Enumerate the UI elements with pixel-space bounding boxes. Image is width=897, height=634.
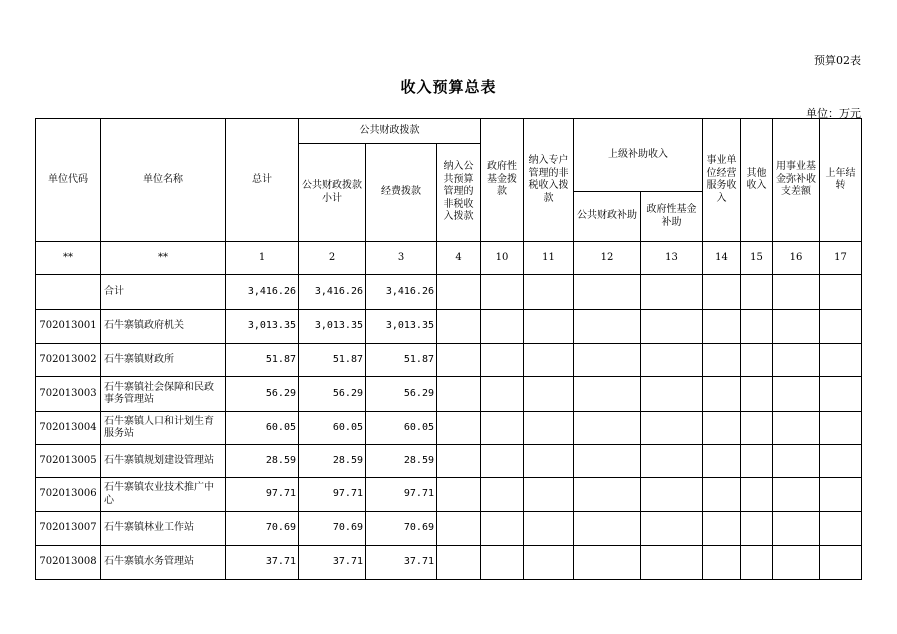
cell-empty — [773, 512, 820, 546]
cell-empty — [524, 275, 574, 310]
cell-subtotal: 70.69 — [299, 512, 366, 546]
cell-funds: 3,013.35 — [366, 310, 437, 344]
cell-empty — [437, 445, 481, 478]
header-superior-subsidy: 上级补助收入 — [574, 119, 703, 192]
index-row — [36, 242, 862, 275]
cell-total: 70.69 — [226, 512, 299, 546]
index-cell: ** — [101, 242, 226, 275]
header-business-service: 事业单位经营服务收入 — [703, 119, 741, 242]
cell-empty — [703, 512, 741, 546]
cell-empty — [524, 512, 574, 546]
cell-code: 702013002 — [36, 344, 101, 377]
header-carryover: 上年结转 — [820, 119, 862, 242]
cell-empty — [641, 275, 703, 310]
cell-empty — [820, 512, 862, 546]
cell-empty — [437, 412, 481, 445]
header-pf-subtotal: 公共财政拨款小计 — [299, 144, 366, 242]
form-number: 预算02表 — [814, 54, 861, 67]
cell-empty — [524, 344, 574, 377]
cell-total: 60.05 — [226, 412, 299, 445]
cell-empty — [524, 546, 574, 580]
cell-subtotal: 97.71 — [299, 478, 366, 512]
cell-empty — [741, 478, 773, 512]
cell-subtotal: 28.59 — [299, 445, 366, 478]
index-cell: 12 — [574, 242, 641, 275]
header-sub-govfund: 政府性基金补助 — [641, 192, 703, 242]
cell-subtotal: 3,013.35 — [299, 310, 366, 344]
cell-empty — [641, 478, 703, 512]
header-sub-public: 公共财政补助 — [574, 192, 641, 242]
cell-empty — [437, 344, 481, 377]
cell-empty — [481, 344, 524, 377]
cell-name: 石牛寨镇社会保障和民政事务管理站 — [101, 377, 226, 412]
cell-name: 合计 — [101, 275, 226, 310]
cell-empty — [703, 412, 741, 445]
cell-subtotal: 3,416.26 — [299, 275, 366, 310]
index-cell: 2 — [299, 242, 366, 275]
cell-empty — [641, 310, 703, 344]
cell-empty — [481, 275, 524, 310]
cell-empty — [524, 478, 574, 512]
cell-empty — [820, 344, 862, 377]
cell-empty — [574, 310, 641, 344]
cell-empty — [641, 344, 703, 377]
cell-name: 石牛寨镇政府机关 — [101, 310, 226, 344]
table-row — [36, 412, 862, 445]
cell-empty — [524, 445, 574, 478]
cell-empty — [773, 546, 820, 580]
header-code: 单位代码 — [36, 119, 101, 242]
cell-empty — [773, 310, 820, 344]
cell-funds: 51.87 — [366, 344, 437, 377]
cell-name: 石牛寨镇水务管理站 — [101, 546, 226, 580]
cell-empty — [524, 310, 574, 344]
cell-empty — [820, 445, 862, 478]
cell-empty — [773, 445, 820, 478]
cell-empty — [741, 512, 773, 546]
cell-empty — [437, 377, 481, 412]
cell-empty — [820, 377, 862, 412]
cell-empty — [437, 546, 481, 580]
cell-empty — [481, 310, 524, 344]
cell-funds: 70.69 — [366, 512, 437, 546]
cell-empty — [524, 412, 574, 445]
cell-empty — [481, 412, 524, 445]
cell-empty — [481, 512, 524, 546]
cell-funds: 56.29 — [366, 377, 437, 412]
cell-empty — [641, 546, 703, 580]
index-cell: 10 — [481, 242, 524, 275]
header-total: 总计 — [226, 119, 299, 242]
cell-code — [36, 275, 101, 310]
cell-total: 56.29 — [226, 377, 299, 412]
cell-empty — [703, 546, 741, 580]
index-cell: 4 — [437, 242, 481, 275]
cell-empty — [820, 310, 862, 344]
cell-total: 28.59 — [226, 445, 299, 478]
cell-empty — [641, 412, 703, 445]
cell-code: 702013003 — [36, 377, 101, 412]
index-cell: 15 — [741, 242, 773, 275]
cell-empty — [574, 445, 641, 478]
cell-empty — [481, 478, 524, 512]
cell-empty — [574, 275, 641, 310]
table-row — [36, 445, 862, 478]
cell-empty — [481, 546, 524, 580]
cell-empty — [703, 377, 741, 412]
cell-empty — [574, 546, 641, 580]
header-fund-balance: 用事业基金弥补收支差额 — [773, 119, 820, 242]
cell-name: 石牛寨镇农业技术推广中心 — [101, 478, 226, 512]
table-row — [36, 344, 862, 377]
cell-empty — [437, 478, 481, 512]
cell-empty — [703, 275, 741, 310]
cell-code: 702013007 — [36, 512, 101, 546]
cell-empty — [820, 275, 862, 310]
header-other: 其他收入 — [741, 119, 773, 242]
cell-empty — [703, 445, 741, 478]
cell-empty — [773, 275, 820, 310]
cell-empty — [437, 275, 481, 310]
cell-empty — [574, 412, 641, 445]
cell-empty — [437, 310, 481, 344]
cell-empty — [574, 478, 641, 512]
page-title: 收入预算总表 — [400, 78, 497, 96]
cell-name: 石牛寨镇人口和计划生育服务站 — [101, 412, 226, 445]
cell-total: 3,013.35 — [226, 310, 299, 344]
cell-empty — [481, 377, 524, 412]
cell-code: 702013005 — [36, 445, 101, 478]
cell-code: 702013006 — [36, 478, 101, 512]
cell-empty — [524, 377, 574, 412]
header-pf-nontax: 纳入公共预算管理的非税收入拨款 — [437, 144, 481, 242]
cell-empty — [703, 478, 741, 512]
cell-empty — [741, 310, 773, 344]
budget-table — [35, 118, 862, 580]
cell-subtotal: 56.29 — [299, 377, 366, 412]
cell-empty — [820, 546, 862, 580]
index-cell: 16 — [773, 242, 820, 275]
header-gov-fund: 政府性基金拨款 — [481, 119, 524, 242]
unit-label: 单位：万元 — [806, 107, 861, 120]
cell-funds: 3,416.26 — [366, 275, 437, 310]
cell-empty — [741, 445, 773, 478]
cell-empty — [741, 377, 773, 412]
cell-total: 37.71 — [226, 546, 299, 580]
index-cell: 3 — [366, 242, 437, 275]
header-special-nontax: 纳入专户管理的非税收入拨款 — [524, 119, 574, 242]
index-cell: 13 — [641, 242, 703, 275]
cell-empty — [773, 377, 820, 412]
cell-empty — [481, 445, 524, 478]
table-row — [36, 478, 862, 512]
cell-empty — [574, 344, 641, 377]
index-cell: 11 — [524, 242, 574, 275]
cell-total: 51.87 — [226, 344, 299, 377]
cell-empty — [437, 512, 481, 546]
cell-name: 石牛寨镇规划建设管理站 — [101, 445, 226, 478]
cell-total: 97.71 — [226, 478, 299, 512]
cell-code: 702013004 — [36, 412, 101, 445]
cell-empty — [773, 478, 820, 512]
cell-total: 3,416.26 — [226, 275, 299, 310]
index-cell: 14 — [703, 242, 741, 275]
cell-empty — [773, 344, 820, 377]
table-row — [36, 377, 862, 412]
cell-funds: 60.05 — [366, 412, 437, 445]
cell-empty — [741, 412, 773, 445]
cell-empty — [641, 512, 703, 546]
cell-funds: 28.59 — [366, 445, 437, 478]
table-row — [36, 310, 862, 344]
cell-empty — [641, 445, 703, 478]
cell-subtotal: 51.87 — [299, 344, 366, 377]
cell-subtotal: 60.05 — [299, 412, 366, 445]
cell-funds: 37.71 — [366, 546, 437, 580]
cell-code: 702013001 — [36, 310, 101, 344]
cell-empty — [741, 546, 773, 580]
header-public-finance: 公共财政拨款 — [299, 119, 481, 144]
cell-empty — [574, 512, 641, 546]
index-cell: ** — [36, 242, 101, 275]
table-row — [36, 512, 862, 546]
index-cell: 1 — [226, 242, 299, 275]
cell-empty — [574, 377, 641, 412]
index-cell: 17 — [820, 242, 862, 275]
cell-funds: 97.71 — [366, 478, 437, 512]
table-row — [36, 275, 862, 310]
header-pf-funds: 经费拨款 — [366, 144, 437, 242]
header-name: 单位名称 — [101, 119, 226, 242]
cell-empty — [820, 478, 862, 512]
cell-empty — [703, 344, 741, 377]
cell-name: 石牛寨镇财政所 — [101, 344, 226, 377]
cell-empty — [703, 310, 741, 344]
table-row — [36, 546, 862, 580]
cell-empty — [741, 344, 773, 377]
cell-empty — [741, 275, 773, 310]
cell-name: 石牛寨镇林业工作站 — [101, 512, 226, 546]
cell-empty — [820, 412, 862, 445]
cell-empty — [773, 412, 820, 445]
cell-code: 702013008 — [36, 546, 101, 580]
cell-subtotal: 37.71 — [299, 546, 366, 580]
cell-empty — [641, 377, 703, 412]
